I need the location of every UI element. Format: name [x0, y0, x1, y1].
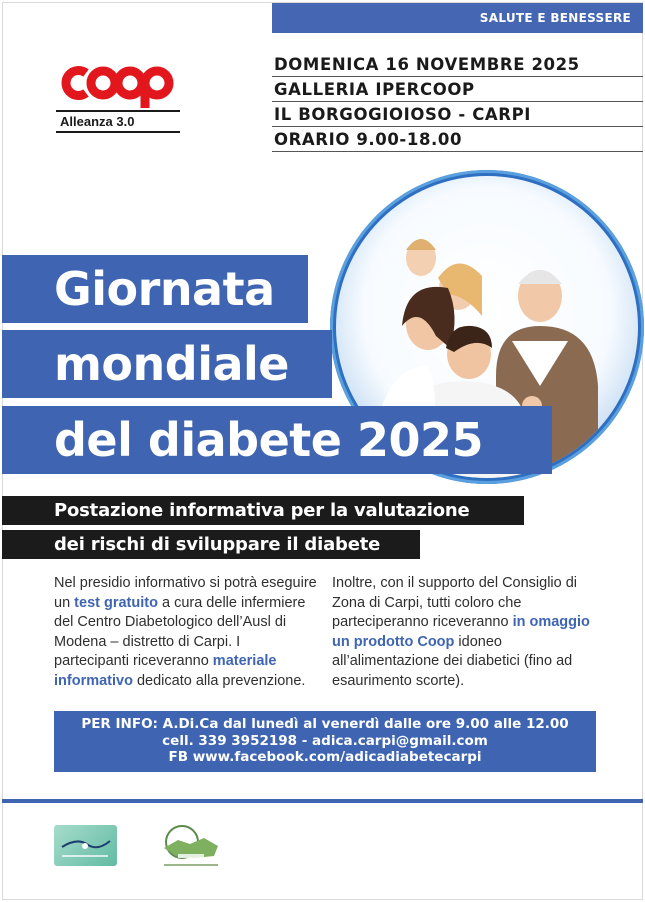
highlight-test-gratuito: test gratuito — [74, 594, 158, 611]
coop-logo — [56, 60, 180, 133]
title-line-1: Giornata — [2, 255, 308, 323]
highlight-materiale-informativo: materiale informativo — [54, 653, 277, 689]
info-box — [54, 711, 596, 772]
body-left-text-1: Nel presidio informativo si potrà eseguire un — [54, 575, 317, 611]
bottom-divider — [2, 799, 643, 803]
fder-logo-mark — [160, 822, 222, 870]
adica-logo-mark — [54, 825, 117, 866]
event-place: GALLERIA IPERCOOP — [272, 77, 643, 102]
body-right-column — [332, 574, 594, 692]
event-venue: IL BORGOGIOIOSO - CARPI — [272, 102, 643, 127]
highlight-omaggio: in omaggio un prodotto Coop — [332, 614, 590, 650]
event-details — [272, 52, 643, 152]
event-hours: ORARIO 9.00-18.00 — [272, 127, 643, 152]
subtitle-line-1: Postazione informativa per la valutazione — [2, 496, 524, 525]
info-line-facebook: FB www.facebook.com/adicadiabetecarpi — [168, 749, 482, 765]
body-right-text-1: Inoltre, con il supporto del Consiglio di Zona di Carpi, tutti coloro che parteciperanno riceveranno — [332, 575, 578, 631]
logo-rule-bottom — [56, 131, 180, 133]
body-left-text-3: dedicato alla prevenzione. — [132, 672, 306, 689]
event-date: DOMENICA 16 NOVEMBRE 2025 — [272, 52, 643, 77]
fder-logo — [160, 822, 222, 870]
body-left-column — [54, 574, 319, 692]
adica-logo — [54, 825, 117, 866]
title-line-2: mondiale — [2, 330, 332, 398]
body-right-text-2: idoneo all’alimentazione dei diabetici (fino ad esaurimento scorte). — [332, 633, 573, 689]
coop-wordmark — [56, 60, 180, 110]
body-left-text-2: a cura delle infermiere del Centro Diabetologico dell’Ausl di Modena – distretto di Carpi. I partecipanti riceveranno — [54, 594, 306, 670]
info-line-contacts: cell. 339 3952198 - adica.carpi@gmail.com — [162, 732, 488, 749]
title-line-3: del diabete 2025 — [2, 406, 552, 474]
section-tag: SALUTE E BENESSERE — [272, 3, 643, 33]
logo-subtitle: Alleanza 3.0 — [60, 114, 135, 129]
info-line-hours: PER INFO: A.Di.Ca dal lunedì al venerdì dalle ore 9.00 alle 12.00 — [81, 716, 569, 732]
subtitle-line-2: dei rischi di sviluppare il diabete — [2, 530, 420, 559]
